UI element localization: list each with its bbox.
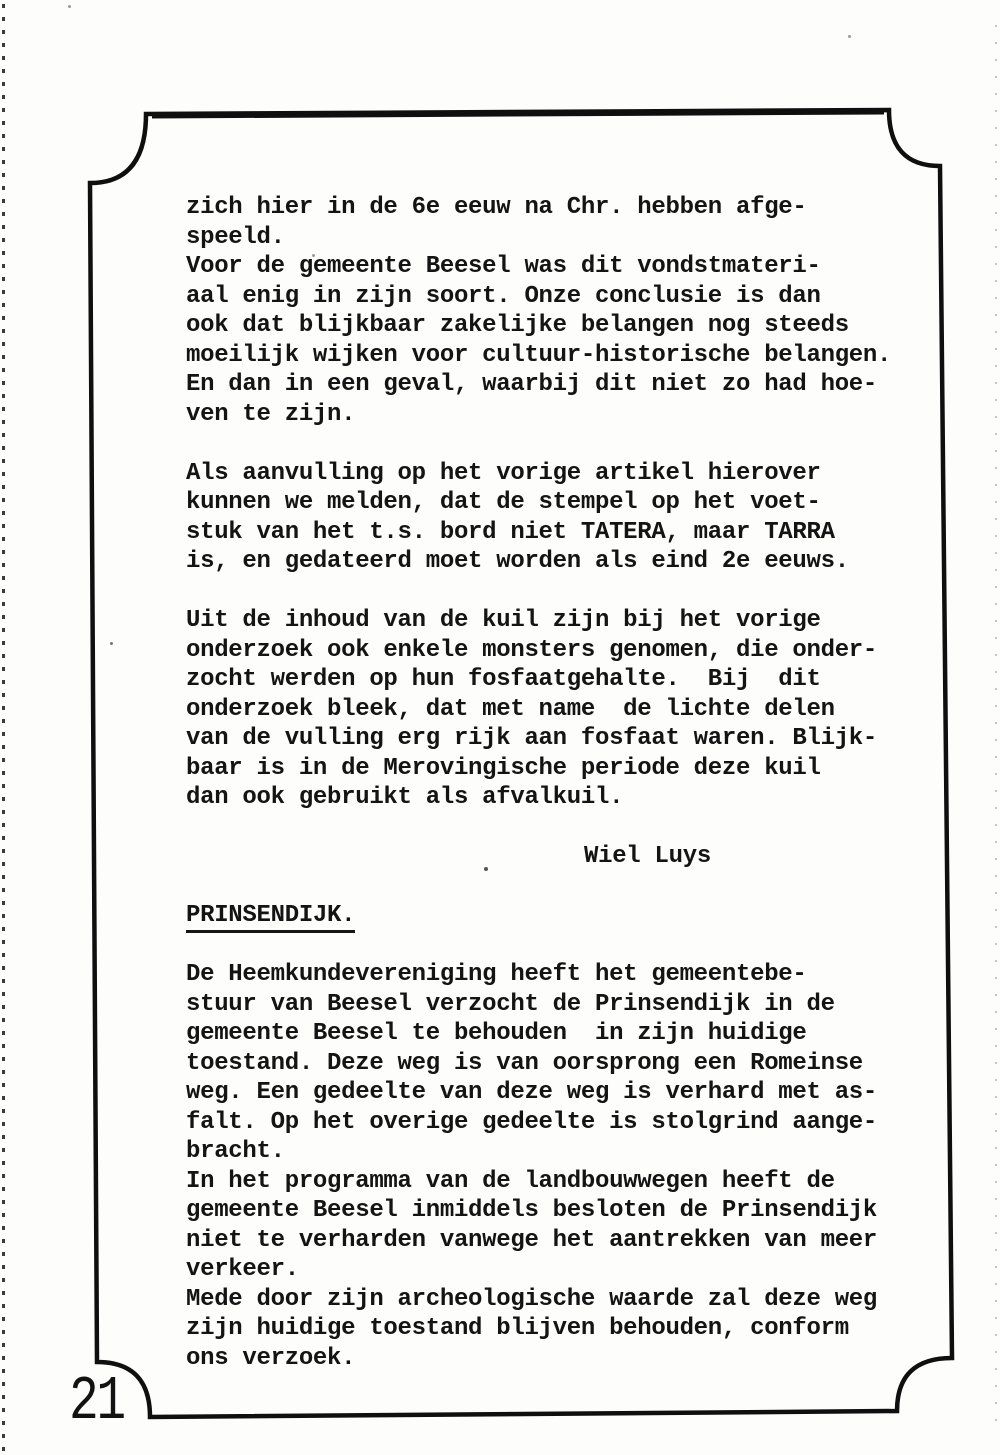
text-line: van de vulling erg rijk aan fosfaat waren. Blijk- [186,725,878,752]
paragraph-phosphate-analysis [186,606,934,813]
typed-text-block [186,193,934,1373]
scan-speck [848,35,851,38]
text-line: speeld. [186,223,285,251]
scan-speck [110,642,113,645]
text-line: zocht werden op hun fosfaatgehalte. Bij dit [186,666,821,693]
text-line: toestand. Deze weg is van oorsprong een Romeinse [186,1049,863,1077]
text-line: Als aanvulling op het vorige artikel hierover [186,459,821,487]
text-line: En dan in een geval, waarbij dit niet zo had hoe- [186,371,878,398]
text-line: aal enig in zijn soort. Onze conclusie is dan [186,282,821,310]
paragraph-conclusion [186,193,934,429]
author-signature: Wiel Luys [584,843,711,870]
text-line: De Heemkundevereniging heeft het gemeentebe- [186,961,807,988]
text-line: moeilijk wijken voor cultuur-historische belangen. [186,341,892,369]
text-line: onderzoek ook enkele monsters genomen, die onder- [186,636,878,664]
text-line: zijn huidige toestand blijven behouden, conform [186,1315,849,1342]
section-heading: PRINSENDIJK. [186,902,355,933]
text-line: stuk van het t.s. bord niet TATERA, maar TARRA [186,518,835,546]
page-number: 21 [69,1366,124,1437]
text-line: baar is in de Merovingische periode deze kuil [186,754,821,782]
text-line: Mede door zijn archeologische waarde zal deze weg [186,1285,878,1313]
scan-edge-artifact-right [995,25,997,1425]
text-line: onderzoek bleek, dat met name de lichte delen [186,695,835,723]
text-line: bracht. [186,1138,285,1165]
text-line: In het programma van de landbouwwegen heeft de [186,1167,835,1195]
text-line: ook dat blijkbaar zakelijke belangen nog steeds [186,312,849,339]
text-line: dan ook gebruikt als afvalkuil. [186,784,624,811]
section-heading-line [186,901,934,931]
text-line: Voor de gemeente Beesel was dit vondstmateri- [186,253,821,280]
text-line: is, en gedateerd moet worden als eind 2e eeuws. [186,548,849,575]
text-line: gemeente Beesel te behouden in zijn huidige [186,1020,807,1047]
text-line: weg. Een gedeelte van deze weg is verhard met as- [186,1079,878,1106]
text-line: verkeer. [186,1256,299,1283]
paragraph-prinsendijk [186,960,934,1373]
text-line: stuur van Beesel verzocht de Prinsendijk in de [186,990,835,1018]
scan-speck [68,5,71,8]
text-line: falt. Op het overige gedeelte is stolgrind aange- [186,1108,878,1136]
text-line: ons verzoek. [186,1344,356,1372]
text-line: ven te zijn. [186,400,356,428]
text-line: zich hier in de 6e eeuw na Chr. hebben afge- [186,194,807,221]
paragraph-stamp-correction [186,459,934,577]
text-line: niet te verharden vanwege het aantrekken van meer [186,1226,878,1254]
scan-edge-artifact-left [2,4,5,1452]
text-line: gemeente Beesel inmiddels besloten de Prinsendijk [186,1197,878,1224]
text-line: Uit de inhoud van de kuil zijn bij het vorige [186,607,821,634]
text-line: kunnen we melden, dat de stempel op het voet- [186,489,821,516]
